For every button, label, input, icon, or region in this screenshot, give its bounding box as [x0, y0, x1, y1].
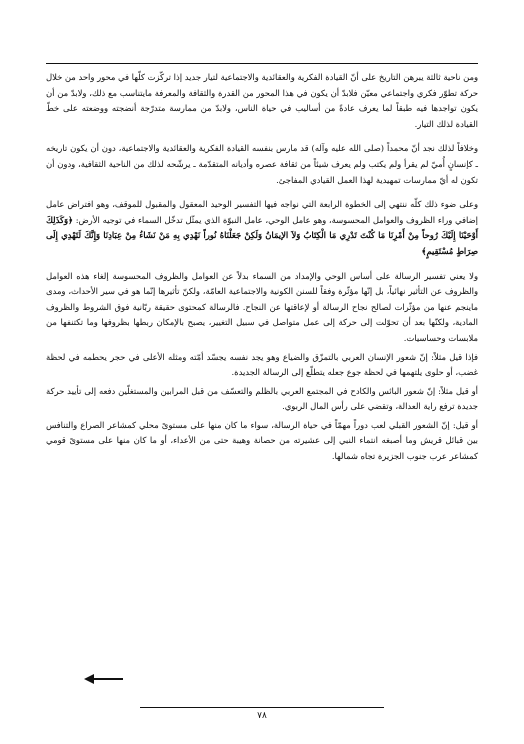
top-rule — [46, 63, 478, 64]
paragraph-4: ولا يعني تفسير الرسالة على أساس الوحي والإمداد من السماء بدلاً عن العوامل والظروف المحسوسة إلغاء هذه العوامل والظروف عن التأثير نهائياً، بل إنّها مؤثّرة وفقاً للسنن الكونية والاجتماعية العامّة، ولكنّ تأثيرها إنّما هو في سير الأحداث، ومدى ماينجم عنها من مؤثّرات لصالح نجاح الرسالة أو لإعاقتها عن النجاح. فالرسالة كمحتوى حقيقة ربّانية فوق الشروط والظروف المادية، ولكنّها بعد أن تحوّلت إلى حركة إلى عمل متواصل في سبيل التغيير، يصبح بالإمكان ربطها بظروفها وما تكتنفها من ملابسات وحساسيات. — [46, 270, 478, 343]
paragraph-2: وخلافاً لذلك نجد أنّ محمداً (صلى الله عليه وآله) قد مارس بنفسه القيادة الفكرية والعقائدية والاجتماعية، دون أن يكون تاريخه ـ كإنسانٍ أُميّ لم يقرأ ولم يكتب ولم يعرف شيئاً من ثقافة عصره وأديانه المتقدّمة ـ يرشّحه لذلك من الناحية الثقافية، ودون أن تكون له أيّ ممارسات تمهيدية لهذا العمل القيادي المفاجئ. — [46, 143, 478, 185]
page-number: ٧٨ — [257, 711, 267, 721]
page-body — [46, 70, 478, 468]
footer-rule — [140, 707, 384, 708]
paragraph-6: أو قيل مثلاً: إنّ شعور البائس والكادح في المجتمع العربي بالظلم والتعسّف من قبل المرابين والمستغلّين دفعه إلى تأييد حركة جديدة ترفع راية العدالة، وتقضي على رأس المال الربوي. — [46, 385, 478, 412]
paragraph-5: فإذا قيل مثلاً: إنّ شعور الإنسان العربي بالتمزّق والضياع وهو يجد نفسه يجسّد أمّته ومثله الأعلى في حجر يحطمه في لحظة غضب، أو حلوى يلتهمها في لحظة جوع جعله يتطلّع إلى الرسالة الجديدة. — [46, 351, 478, 378]
paragraph-7: أو قيل: إنّ الشعور القبلي لعب دوراً مهمّاً في حياة الرسالة، سواء ما كان منها على مستوىً محلي كمشاعر الصراع والتنافس بين قبائل قريش وما أصبغه انتماء النبي إلى عشيرته من حصانة وهيبة حتى من الأعداء، أو ما كان منها على مستوىً قومي كمشاعر عرب جنوب الجزيرة تجاه شمالها. — [46, 419, 478, 462]
left-arrow-icon — [84, 672, 124, 686]
paragraph-3-text: وعلى ضوء ذلك كلّه ننتهي إلى الخطوة الرابعة التي نواجه فيها التفسير الوحيد المعقول والمقبول للموقف، وهو افتراض عامل إضافي وراء الظروف والعوامل المحسوسة، وهو عامل الوحي، عامل النبوّة الذي يمثّل تدخّل السماء في توجيه الأرض: — [46, 199, 478, 225]
quran-verse: ﴿وَكَذَلِكَ أَوْحَيْنَا إِلَيْكَ رُوحاً مِنْ أَمْرِنَا مَا كُنْتَ تَدْرِي مَا الْكِتَابُ وَلاَ الإيمَانُ وَلَكِنْ جَعَلْنَاهُ نُوراً نَهْدِي بِهِ مَنْ نَشَاءُ مِنْ عِبَادِنَا وَإِنَّكَ لَتَهْدِي إِلَى صِرَاطٍ مُسْتَقِيمٍ﴾ — [46, 214, 478, 256]
paragraph-1: ومن ناحية ثالثة يبرهن التاريخ على أنّ القيادة الفكرية والعقائدية والاجتماعية لتيار جديد إذا تركّزت كلّها في محور واحد من خلال حركة تطوّر فكري واجتماعي معيّن فلابدّ أن يكون في هذا المحور من القدرة والثقافة والمعرفة مايتناسب مع ذلك، ولابدّ من أن يكون تواجدها فيه طبقاً لما يعرف عادةً من أساليب في حياة الناس، ولابدّ من ممارسة متدرّجة أنضجته ووضعته على خطّ القيادة لذلك التيار. — [46, 72, 478, 129]
paragraph-3 — [46, 197, 478, 259]
